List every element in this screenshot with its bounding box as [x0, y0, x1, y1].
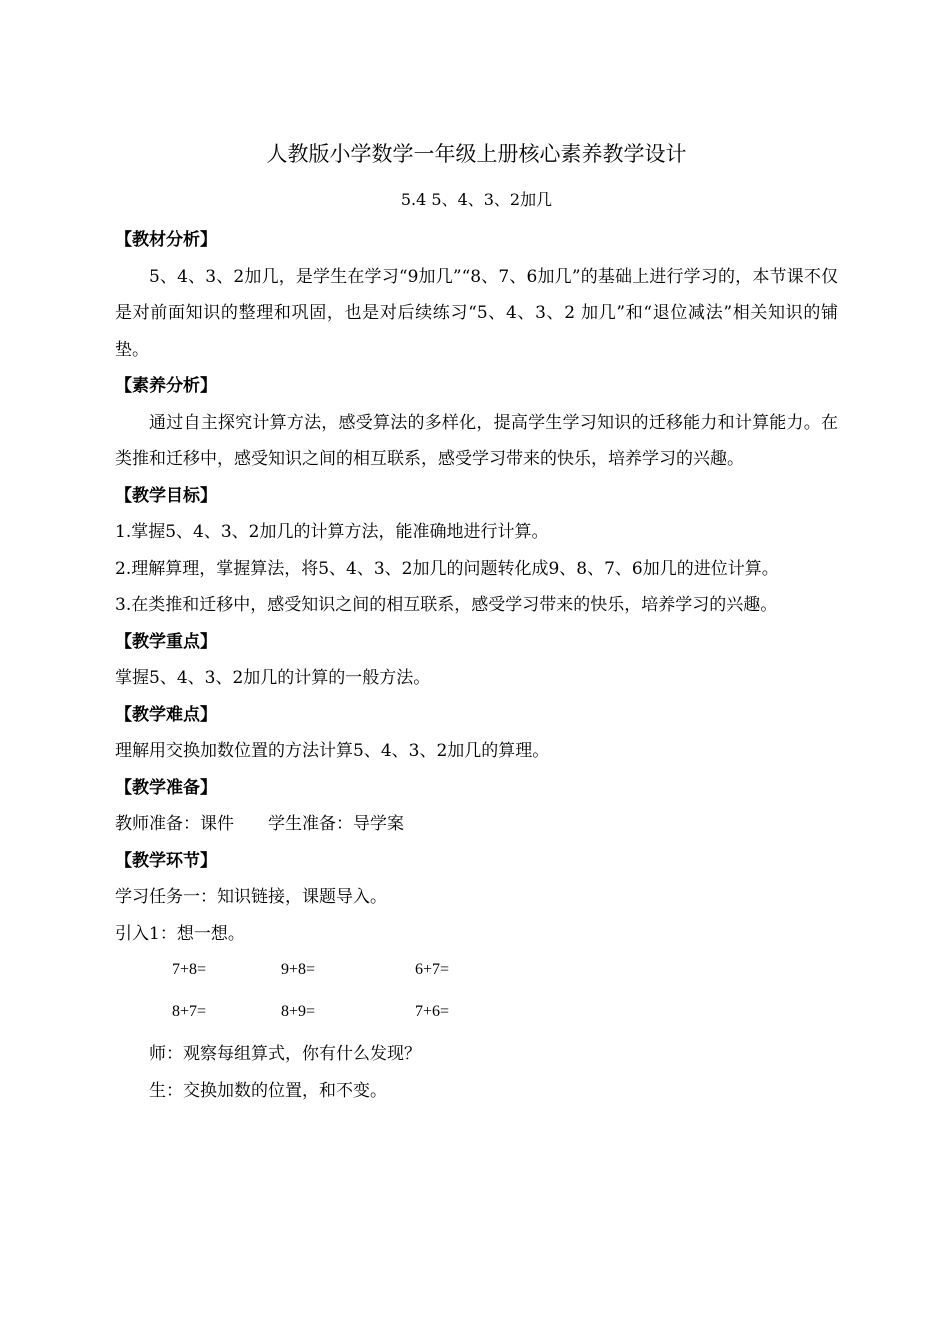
difficulty-text: 理解用交换加数位置的方法计算5、4、3、2加几的算理。 — [115, 741, 550, 761]
material-analysis-text: 5、4、3、2加几，是学生在学习“9加几”“8、7、6加几”的基础上进行学习的，本节课不仅是对前面知识的整理和巩固，也是对后续练习“5、4、3、2 加几”和“退位减法”相关知识的铺垫。 — [115, 266, 838, 360]
goal-item: 1.掌握5、4、3、2加几的计算方法，能准确地进行计算。 — [115, 522, 549, 542]
equation: 6+7= — [415, 961, 450, 978]
teacher-dialogue: 师：观察每组算式，你有什么发现？ — [149, 1044, 421, 1064]
document-title: 人教版小学数学一年级上册核心素养教学设计 — [266, 142, 687, 166]
learning-task-1: 学习任务一：知识链接，课题导入。 — [115, 887, 387, 907]
lesson-subtitle: 5.4 5、4、3、2加几 — [400, 190, 553, 209]
key-point-text: 掌握5、4、3、2加几的计算的一般方法。 — [115, 668, 431, 688]
student-preparation: 学生准备：导学案 — [268, 814, 404, 834]
equation: 8+9= — [281, 1003, 316, 1020]
section-heading-literacy: 【素养分析】 — [115, 376, 217, 396]
equation: 9+8= — [281, 961, 316, 978]
document-body — [115, 222, 838, 1109]
section-heading-preparation: 【教学准备】 — [115, 777, 217, 798]
section-heading-goals: 【教学目标】 — [115, 485, 217, 506]
equation: 7+6= — [415, 1003, 450, 1020]
teacher-preparation: 教师准备：课件 — [115, 814, 234, 834]
intro-1: 引入1：想一想。 — [115, 923, 245, 944]
preparation-line — [115, 806, 838, 843]
equation-grid — [115, 952, 838, 1036]
section-heading-key-point: 【教学重点】 — [115, 631, 217, 652]
document-page — [115, 0, 838, 1344]
goal-item: 3.在类推和迁移中，感受知识之间的相互联系，感受学习带来的快乐，培养学习的兴趣。 — [115, 595, 778, 615]
student-dialogue: 生：交换加数的位置，和不变。 — [149, 1080, 387, 1101]
section-heading-material: 【教材分析】 — [115, 230, 217, 250]
equation: 7+8= — [172, 961, 207, 978]
section-heading-difficulty: 【教学难点】 — [115, 704, 217, 725]
section-heading-process: 【教学环节】 — [115, 850, 217, 871]
goal-item: 2.理解算理，掌握算法，将5、4、3、2加几的问题转化成9、8、7、6加几的进位计算。 — [115, 558, 779, 579]
equation: 8+7= — [172, 1003, 207, 1020]
literacy-analysis-text: 通过自主探究计算方法，感受算法的多样化，提高学生学习知识的迁移能力和计算能力。在类推和迁移中，感受知识之间的相互联系，感受学习带来的快乐，培养学习的兴趣。 — [115, 412, 838, 469]
